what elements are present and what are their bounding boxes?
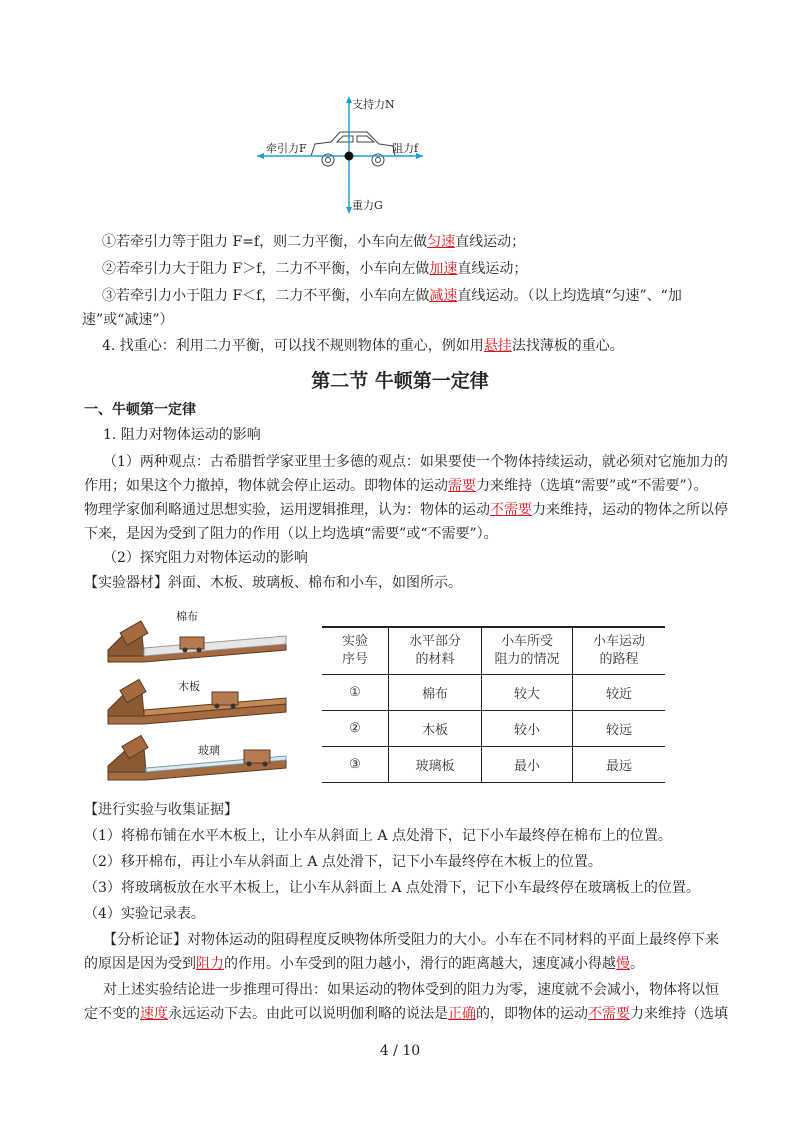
setup-glass [108,735,286,780]
header-text: 水平部分 [408,634,461,649]
table-cell: 较小 [482,711,573,747]
header-text: 的材料 [415,652,455,667]
answer-decelerate: 减速 [429,288,458,304]
answer-speed: 速度 [140,1006,168,1022]
answer-no-need-2: 不需要 [588,1006,630,1022]
text: ①若牵引力等于阻力 F=f，则二力平衡，小车向左做 [102,234,428,250]
label-glass: 玻璃 [198,744,220,757]
answer-uniform: 匀速 [427,234,456,250]
header-cell [322,627,389,675]
analysis-line-4 [84,1004,728,1024]
table-cell: ② [322,711,389,747]
text: 物理学家伽利略通过思想实验，运用逻辑推理，认为：物体的运动 [84,502,490,518]
para-equipment: 【实验器材】斜面、木板、玻璃板、棉布和小车，如图所示。 [84,575,462,591]
text: ③若牵引力小于阻力 F＜f，二力不平衡，小车向左做 [102,288,430,304]
step-3: （3）将玻璃板放在水平木板上，让小车从斜面上 A 点处滑下，记下小车最终停在玻璃板上的位置。 [84,880,700,896]
table-cell: 最小 [482,747,573,783]
answer-no-need: 不需要 [490,502,532,518]
gravity-force-label: 重力G [352,199,383,212]
answer-correct: 正确 [448,1006,476,1022]
answer-accelerate: 加速 [429,261,458,277]
text: 力来维持（选填“需要”或“不需要”）。 [476,478,708,494]
step-1: （1）将棉布铺在水平木板上，让小车从斜面上 A 点处滑下，记下小车最终停在棉布上的位置。 [84,828,672,844]
analysis-line-2 [84,954,644,974]
para-two-views-2 [84,476,708,496]
text: ②若牵引力大于阻力 F＞f，二力不平衡，小车向左做 [102,261,430,277]
text: 作用；如果这个力撤掉，物体就会停止运动。即物体的运动 [84,478,448,494]
text: 的作用。小车受到的阻力越小，滑行的距离越大，速度减小得越 [224,956,616,972]
line-options: 速”或“减速”） [82,312,174,328]
text: 法找薄板的重心。 [511,338,624,354]
text: 永远运动下去。由此可以说明伽利略的说法是 [168,1006,448,1022]
page-number: 4 / 10 [379,1043,421,1059]
table-cell: 玻璃板 [389,747,482,783]
header-text: 阻力的情况 [494,652,560,667]
answer-need: 需要 [448,478,476,494]
setup-cotton [108,621,286,662]
para-two-views-3 [84,500,728,520]
text: 的原因是因为受到 [84,956,196,972]
header-text: 序号 [341,652,368,667]
label-cotton: 棉布 [176,610,198,623]
header-cell [573,627,666,675]
traction-force-label: 牵引力F [266,142,307,155]
table-cell: ① [322,675,389,711]
experiment-figure [104,604,290,784]
text: 直线运动； [457,261,528,277]
table-row [322,711,665,747]
car-drawing [311,132,395,166]
section-title: 第二节 牛顿第一定律 [311,370,489,392]
line-decelerate [102,286,682,306]
table-cell: 较近 [573,675,666,711]
header-text: 小车所受 [500,634,553,649]
traction-arrow-head [257,153,264,159]
text: 4. 找重心：利用二力平衡，可以找不规则物体的重心，例如用 [102,338,484,354]
header-cell [389,627,482,675]
text: 直线运动。（以上均选填“匀速”、“加 [457,288,682,304]
text: 。 [630,956,644,972]
table-cell: 较大 [482,675,573,711]
para-explore: （2）探究阻力对物体运动的影响 [103,550,308,566]
table-cell: 木板 [389,711,482,747]
answer-slow: 慢 [616,956,630,972]
line-accelerate [102,259,527,279]
heading-newton-first-law: 一、牛顿第一定律 [84,402,196,418]
header-text: 实验 [341,634,368,649]
step-2: （2）移开棉布，再让小车从斜面上 A 点处滑下，记下小车最终停在木板上的位置。 [84,854,602,870]
text: 力来维持，运动的物体之所以停 [532,502,728,518]
para-two-views-4: 下来，是因为受到了阻力的作用（以上均选填“需要”或“不需要”）。 [84,526,498,542]
item-resistance-effect: 1. 阻力对物体运动的影响 [103,427,261,443]
analysis-line-1: 【分析论证】对物体运动的阻碍程度反映物体所受阻力的大小。小车在不同材料的平面上最终停下来 [103,932,719,948]
text: 力来维持（选填 [630,1006,728,1022]
line-center-of-gravity [102,336,624,356]
results-table [322,626,665,783]
text: 直线运动； [455,234,526,250]
answer-suspension: 悬挂 [483,338,512,354]
center-of-mass-dot [345,152,354,161]
para-two-views-1: （1）两种观点：古希腊哲学家亚里士多德的观点：如果要使一个物体持续运动，就必须对它施加力的 [103,454,728,470]
support-force-label: 支持力N [352,98,395,111]
table-cell: 棉布 [389,675,482,711]
text: 的，即物体的运动 [476,1006,588,1022]
line-balanced [102,232,525,252]
header-cell [482,627,573,675]
steps-title: 【进行实验与收集证据】 [84,802,238,818]
step-4: （4）实验记录表。 [84,906,205,922]
text: 定不变的 [84,1006,140,1022]
table-cell: 最远 [573,747,666,783]
label-wood: 木板 [178,680,200,693]
table-cell: 较远 [573,711,666,747]
table-row [322,675,665,711]
table-header-row [322,627,665,675]
table-row [322,747,665,783]
header-text: 的路程 [599,652,639,667]
table-cell: ③ [322,747,389,783]
resistance-force-label: 阻力f [392,142,419,155]
answer-resistance: 阻力 [196,956,224,972]
analysis-line-3: 对上述实验结论进一步推理可得出：如果运动的物体受到的阻力为零，速度就不会减小，物体将以恒 [103,982,719,998]
header-text: 小车运动 [592,634,645,649]
